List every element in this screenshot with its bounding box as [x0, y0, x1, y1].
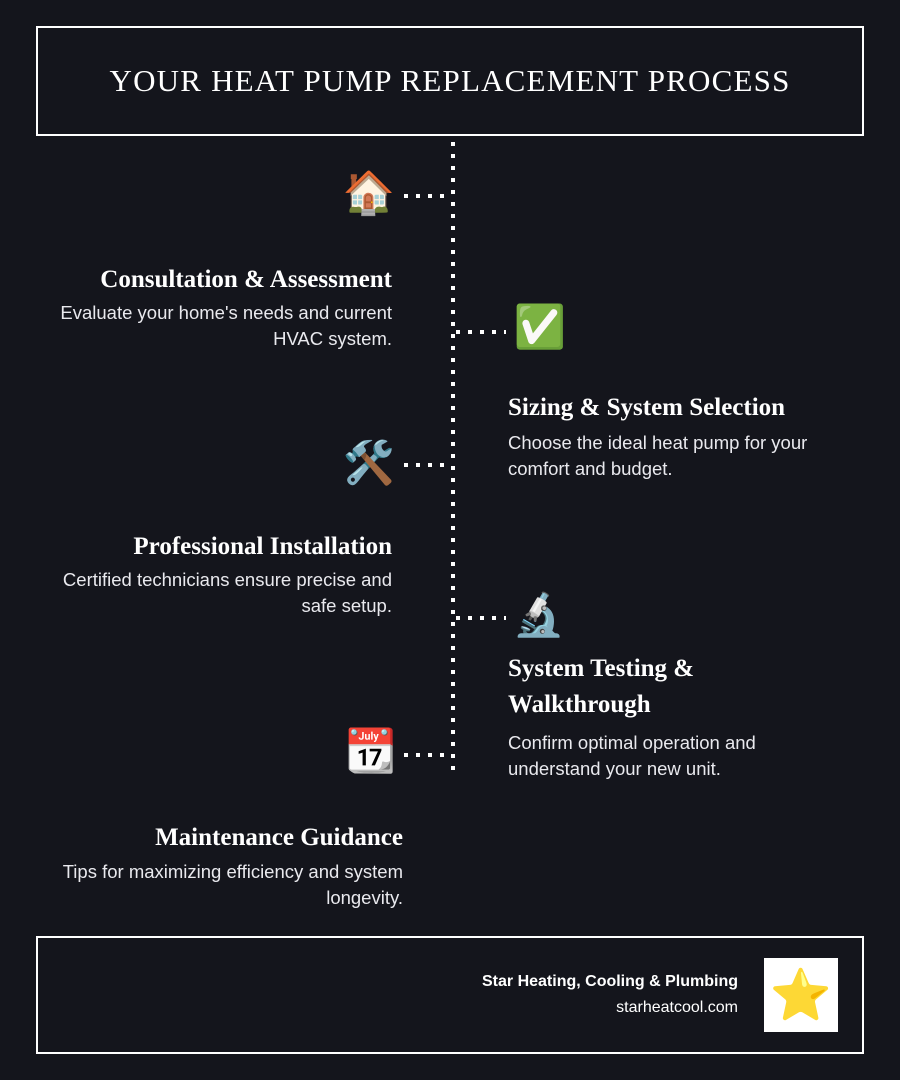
timeline-spine: [451, 142, 455, 770]
connector-dots-1: [404, 194, 452, 198]
brand-website[interactable]: starheatcool.com: [616, 999, 738, 1016]
footer-content: [482, 938, 838, 1052]
header-banner: [36, 26, 864, 136]
step-5-title: Maintenance Guidance: [155, 824, 403, 851]
logo-box: [764, 958, 838, 1032]
microscope-icon: 🔬: [512, 591, 566, 638]
step-1-description: Evaluate your home's needs and current HVAC system.: [60, 302, 392, 350]
house-icon: 🏠: [342, 169, 396, 216]
step-2-description: Choose the ideal heat pump for your comfort and budget.: [508, 432, 808, 480]
hammer-and-wrench-icon: 🛠️: [342, 439, 396, 486]
step-3-description: Certified technicians ensure precise and safe setup.: [62, 569, 392, 617]
connector-dots-2: [456, 330, 506, 334]
step-4-title: System Testing & Walkthrough: [508, 655, 695, 719]
connector-dots-5: [404, 753, 452, 757]
star-logo: ⭐: [769, 967, 833, 1023]
step-5-description: Tips for maximizing efficiency and system longevity.: [62, 861, 403, 909]
footer-text-block: [482, 969, 738, 1020]
connector-dots-4: [456, 616, 506, 620]
tear-off-calendar-icon: 📆: [344, 727, 398, 774]
step-3-title: Professional Installation: [133, 533, 392, 560]
step-2-title: Sizing & System Selection: [508, 394, 786, 421]
page-title: YOUR HEAT PUMP REPLACEMENT PROCESS: [109, 63, 791, 98]
step-1-title: Consultation & Assessment: [100, 266, 392, 293]
brand-name: Star Heating, Cooling & Plumbing: [482, 973, 738, 991]
connector-dots-3: [404, 463, 452, 467]
step-4-description: Confirm optimal operation and understand your new unit.: [508, 732, 756, 780]
footer-banner: [36, 936, 864, 1054]
check-mark-button-icon: ✅: [513, 303, 567, 350]
